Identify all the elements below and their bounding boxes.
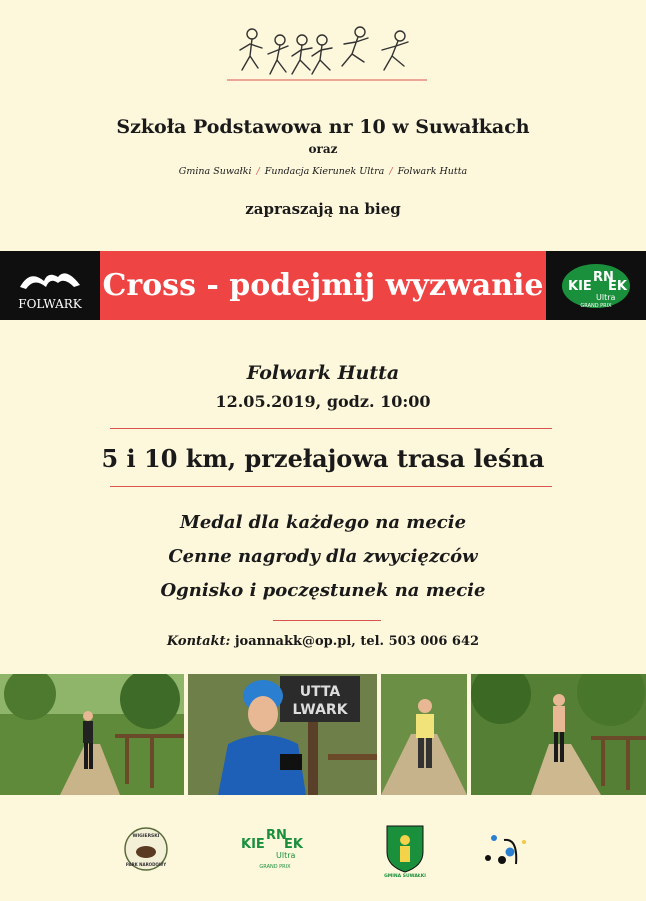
gmina-suwalki-crest-icon	[381, 822, 429, 878]
footer-kierunek-right: EK	[284, 837, 303, 852]
partner-separator: /	[256, 166, 260, 177]
sign-text-1: UTTA	[299, 684, 341, 700]
photo-girl-yellow-shirt	[381, 674, 467, 795]
folwark-logo	[0, 251, 100, 320]
contact-line	[0, 634, 646, 649]
park-line1: WIGIERSKI	[132, 834, 160, 839]
and-word: oraz	[308, 142, 338, 156]
perk-bonfire: Ognisko i poczęstunek na mecie	[160, 580, 486, 601]
partner-folwark: Folwark Hutta	[397, 166, 468, 177]
photo-runner-forest-1	[0, 674, 184, 795]
contact-value: joannakk@op.pl, tel. 503 006 642	[234, 634, 480, 649]
partner-separator: /	[389, 166, 393, 177]
school-logo-icon	[480, 828, 536, 872]
park-line2: PARK NARODOWY	[125, 862, 167, 867]
event-datetime: 12.05.2019, godz. 10:00	[215, 392, 431, 411]
footer-kierunek-mid: RN	[266, 828, 287, 843]
kierunek-ultra-logo	[238, 822, 312, 874]
folwark-logo-text: FOLWARK	[18, 297, 82, 311]
kierunek-sub: Ultra	[596, 293, 616, 302]
footer-kierunek-small: GRAND PRIX	[259, 864, 291, 870]
runners-illustration-icon	[222, 24, 432, 84]
divider-bottom	[110, 486, 552, 487]
divider-top	[110, 428, 552, 429]
photo-boy-blue-cap	[188, 674, 377, 795]
event-place: Folwark Hutta	[246, 362, 400, 384]
banner-title-box	[100, 251, 546, 320]
gmina-text: GMINA SUWAŁKI	[384, 874, 426, 878]
sign-text-2: LWARK	[292, 702, 348, 718]
folwark-birds-icon	[0, 251, 100, 320]
kierunek-right: EK	[608, 279, 627, 294]
kierunek-top: KIE	[568, 279, 592, 294]
event-distance: 5 i 10 km, przełajowa trasa leśna	[101, 444, 545, 473]
partner-fundacja: Fundacja Kierunek Ultra	[264, 166, 385, 177]
kierunek-logo	[546, 251, 646, 320]
photo-runner-forest-2	[471, 674, 646, 795]
divider-short	[273, 620, 381, 621]
perk-prizes: Cenne nagrody dla zwycięzców	[168, 546, 478, 567]
contact-label: Kontakt:	[166, 634, 231, 649]
footer-kierunek-top: KIE	[241, 837, 265, 852]
title-banner	[0, 251, 646, 320]
school-name: Szkoła Podstawowa nr 10 w Suwałkach	[116, 116, 530, 138]
partner-gmina: Gmina Suwałki	[178, 166, 252, 177]
perk-medal: Medal dla każdego na mecie	[179, 512, 467, 533]
wigierski-park-logo	[123, 826, 169, 872]
kierunek-small: GRAND PRIX	[580, 303, 612, 309]
partners-line	[0, 166, 646, 177]
banner-title: Cross - podejmij wyzwanie	[102, 268, 544, 303]
invite-text: zapraszają na bieg	[245, 200, 401, 218]
footer-kierunek-sub: Ultra	[276, 851, 296, 860]
kierunek-mid: RN	[593, 270, 614, 285]
